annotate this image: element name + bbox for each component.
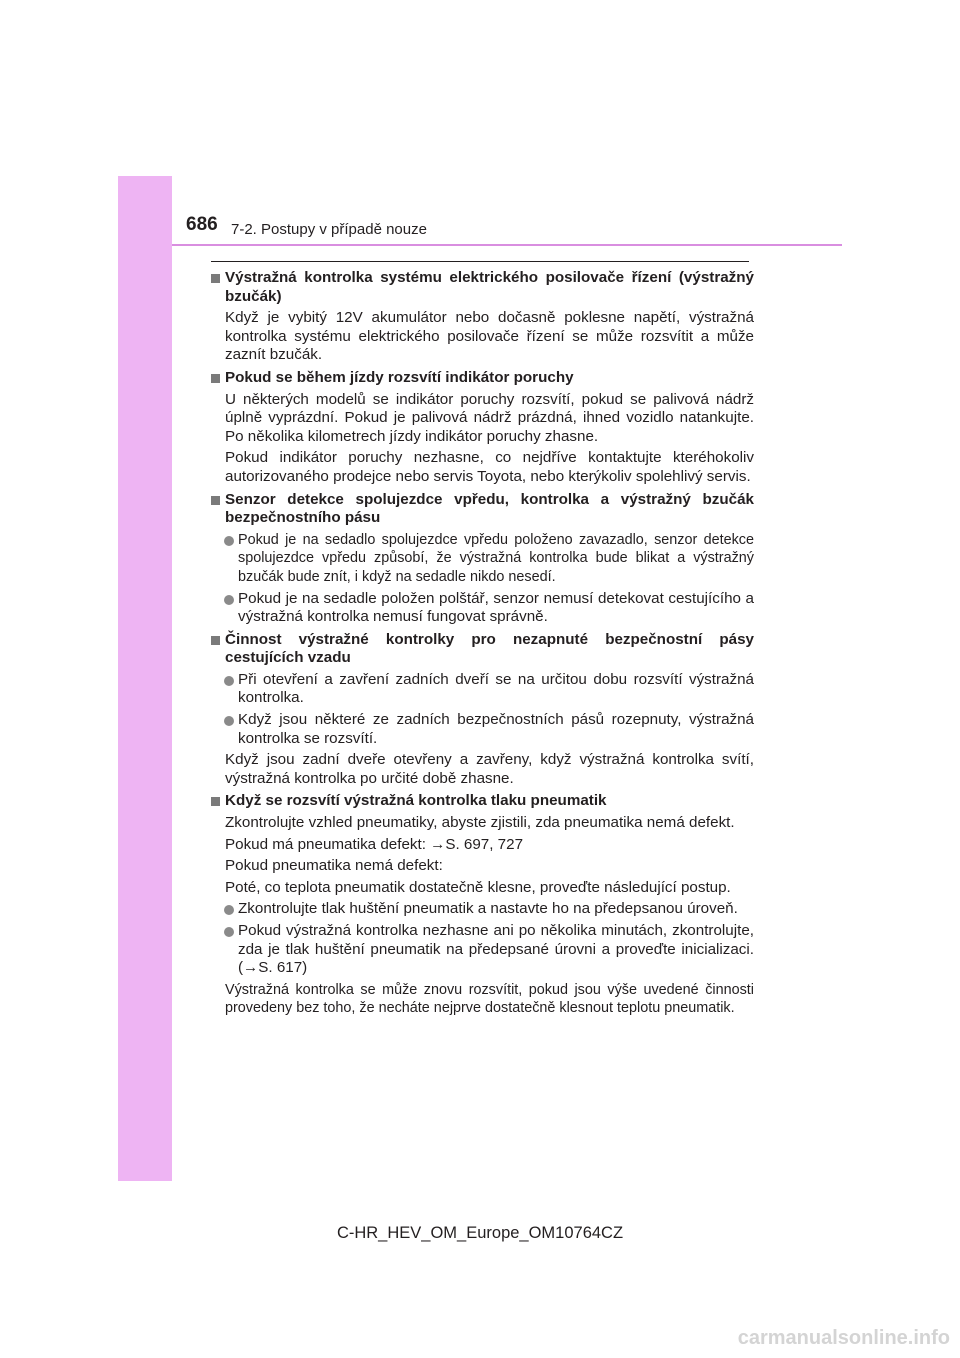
paragraph: Pokud pneumatika nemá defekt:	[225, 857, 443, 875]
circle-bullet-icon	[224, 595, 234, 605]
paragraph: Když je vybitý 12V akumulátor nebo dočasně poklesne napětí, výstražná kontrolka systému elektrického posilovače řízení se může rozsvítit a může zaznít bzučák.	[225, 309, 754, 364]
chapter-side-band	[118, 176, 172, 1181]
note: Výstražná kontrolka se může znovu rozsvítit, pokud jsou výše uvedené činnosti provedeny bez toho, že necháte nejprve dostatečně klesnout teplotu pneumatik.	[225, 981, 754, 1017]
paragraph: Pokud indikátor poruchy nezhasne, co nejdříve kontaktujte kteréhokoliv autorizovaného prodejce nebo servis Toyota, nebo kterýkoliv spolehlivý servis.	[225, 449, 754, 485]
bullet-item: Zkontrolujte tlak huštění pneumatik a nastavte ho na předepsanou úroveň.	[211, 900, 754, 919]
bullet-item: Pokud výstražná kontrolka nezhasne ani po několika minutách, zkontrolujte, zda je tlak huštění pneumatik na předepsané úrovni a proveďte inicializaci. (→S. 617)	[211, 922, 754, 978]
bullet-item: Když jsou některé ze zadních bezpečnostních pásů rozepnuty, výstražná kontrolka se rozsvítí.	[211, 711, 754, 748]
page-content	[211, 265, 754, 1018]
watermark: carmanualsonline.info	[737, 1327, 950, 1349]
section-heading: Činnost výstražné kontrolky pro nezapnuté bezpečnostní pásy cestujících vzadu	[211, 631, 754, 668]
content-divider	[211, 261, 749, 262]
paragraph: U některých modelů se indikátor poruchy rozsvítí, pokud se palivová nádrž úplně vyprázdní. Pokud je palivová nádrž prázdná, ihned vozidlo natankujte. Po několika kilometrech jízdy indikátor poruchy zhasne.	[225, 390, 754, 445]
square-bullet-icon	[211, 374, 220, 383]
paragraph: Zkontrolujte vzhled pneumatiky, abyste zjistili, zda pneumatika nemá defekt.	[225, 814, 735, 832]
page-number: 686	[186, 214, 218, 235]
bullet-item: Pokud je na sedadlo spolujezdce vpředu položeno zavazadlo, senzor detekce spolujezdce vpředu způsobí, že výstražná kontrolka bude blikat a výstražný bzučák bude znít, i když na sedadle nikdo nesedí.	[211, 531, 754, 587]
section-heading: Senzor detekce spolujezdce vpředu, kontrolka a výstražný bzučák bezpečnostního pásu	[211, 491, 754, 528]
circle-bullet-icon	[224, 536, 234, 546]
circle-bullet-icon	[224, 676, 234, 686]
square-bullet-icon	[211, 636, 220, 645]
section-title: 7-2. Postupy v případě nouze	[231, 221, 427, 238]
page-reference: Pokud má pneumatika defekt: →S. 697, 727	[225, 835, 524, 853]
circle-bullet-icon	[224, 905, 234, 915]
bullet-item: Při otevření a zavření zadních dveří se na určitou dobu rozsvítí výstražná kontrolka.	[211, 671, 754, 708]
section-heading: Když se rozsvítí výstražná kontrolka tlaku pneumatik	[211, 792, 754, 811]
circle-bullet-icon	[224, 927, 234, 937]
section-heading: Pokud se během jízdy rozsvítí indikátor poruchy	[211, 369, 754, 388]
header-divider	[172, 244, 842, 246]
square-bullet-icon	[211, 797, 220, 806]
paragraph: Když jsou zadní dveře otevřeny a zavřeny, když výstražná kontrolka svítí, výstražná kontrolka po určité době zhasne.	[225, 751, 754, 787]
section-heading: Výstražná kontrolka systému elektrického posilovače řízení (výstražný bzučák)	[211, 269, 754, 306]
bullet-item: Pokud je na sedadle položen polštář, senzor nemusí detekovat cestujícího a výstražná kontrolka nemusí fungovat správně.	[211, 590, 754, 627]
document-code: C-HR_HEV_OM_Europe_OM10764CZ	[336, 1224, 624, 1242]
paragraph: Poté, co teplota pneumatik dostatečně klesne, proveďte následující postup.	[225, 878, 731, 896]
circle-bullet-icon	[224, 716, 234, 726]
square-bullet-icon	[211, 274, 220, 283]
square-bullet-icon	[211, 496, 220, 505]
